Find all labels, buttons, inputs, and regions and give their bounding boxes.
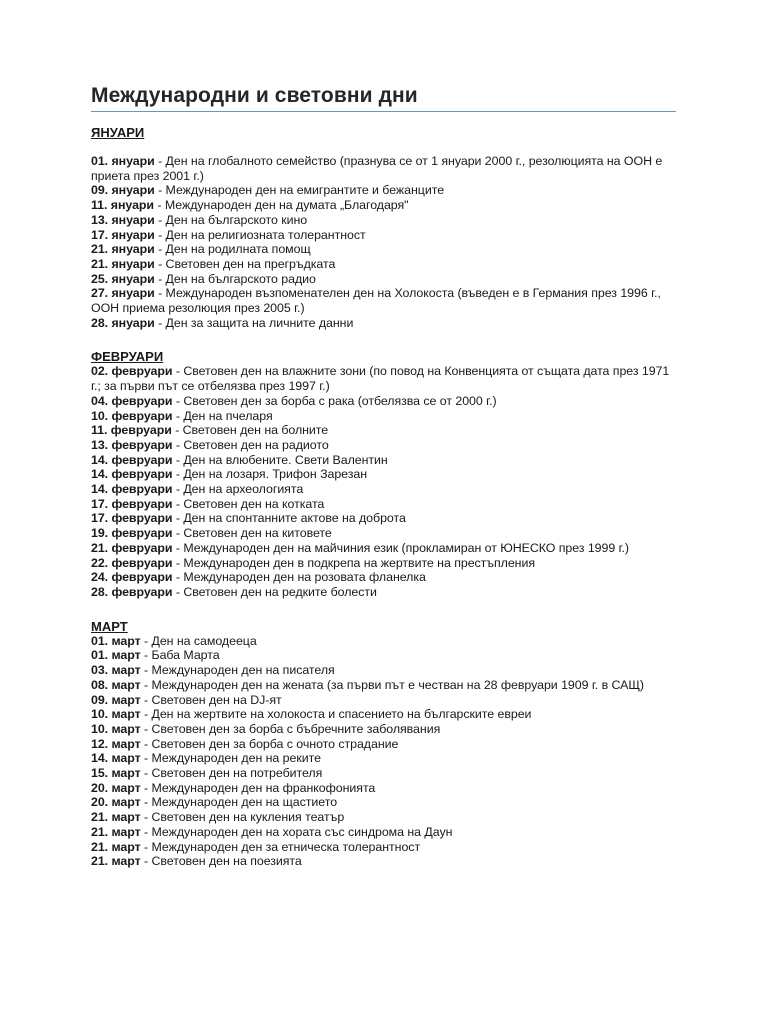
entry-date: 25. януари — [91, 271, 155, 286]
entry-description: - Международен ден за етническа толерантност — [140, 839, 421, 854]
entry-description: - Ден на жертвите на холокоста и спасението на българските евреи — [140, 707, 532, 722]
day-list — [91, 154, 676, 330]
entry-date: 21. януари — [91, 256, 155, 271]
entry-description: - Световен ден на потребителя — [140, 766, 323, 781]
entry-description: - Световен ден на редките болести — [172, 584, 377, 599]
list-item — [91, 678, 679, 693]
entry-description: - Ден за защита на личните данни — [154, 315, 354, 330]
list-item — [91, 394, 679, 409]
day-list — [91, 364, 676, 599]
list-item — [91, 663, 679, 678]
entry-description: - Ден на влюбените. Свети Валентин — [172, 452, 388, 467]
entry-description: - Международен ден на жената (за първи път е честван на 28 февруари 1909 г. в САЩ) — [140, 677, 644, 692]
entry-date: 04. февруари — [91, 393, 173, 408]
entry-description: - Международен възпоменателен ден на Холокоста (въведен е в Германия през 1996 г., ООН приема резолюция през 2005 г.) — [91, 286, 661, 316]
list-item — [91, 722, 679, 737]
spacer — [91, 140, 676, 154]
entry-date: 19. февруари — [91, 526, 173, 541]
list-item — [91, 840, 679, 855]
list-item — [91, 423, 679, 438]
month-section-january — [91, 125, 676, 330]
entry-date: 13. януари — [91, 212, 155, 227]
list-item — [91, 409, 679, 424]
list-item — [91, 541, 679, 556]
entry-description: - Ден на лозаря. Трифон Зарезан — [172, 467, 368, 482]
list-item — [91, 257, 679, 272]
entry-description: - Световен ден на прегръдката — [154, 256, 336, 271]
list-item — [91, 482, 679, 497]
entry-description: - Ден на пчеларя — [172, 408, 273, 423]
list-item — [91, 693, 679, 708]
list-item — [91, 364, 679, 393]
entry-description: - Ден на спонтанните актове на доброта — [172, 511, 406, 526]
entry-description: - Световен ден на котката — [172, 496, 325, 511]
list-item — [91, 198, 679, 213]
month-sections — [91, 125, 676, 869]
list-item — [91, 648, 679, 663]
entry-date: 13. февруари — [91, 437, 173, 452]
entry-description: - Световен ден на DJ-ят — [140, 692, 282, 707]
list-item — [91, 183, 679, 198]
entry-date: 11. януари — [91, 198, 155, 213]
list-item — [91, 228, 679, 243]
entry-date: 20. март — [91, 780, 141, 795]
entry-date: 21. март — [91, 839, 141, 854]
entry-date: 28. януари — [91, 315, 155, 330]
list-item — [91, 810, 679, 825]
entry-description: - Ден на глобалното семейство (празнува се от 1 януари 2000 г., резолюцията на ООН е приета през 2001 г.) — [91, 154, 663, 183]
entry-date: 03. март — [91, 663, 141, 678]
entry-date: 09. март — [91, 692, 141, 707]
month-heading: МАРТ — [91, 618, 128, 634]
entry-description: - Международен ден на майчиния език (прокламиран от ЮНЕСКО през 1999 г.) — [172, 540, 630, 555]
entry-description: - Ден на българското кино — [154, 212, 308, 227]
list-item — [91, 585, 679, 600]
entry-description: - Световен ден на китовете — [172, 526, 332, 541]
month-heading: ЯНУАРИ — [91, 125, 145, 140]
entry-date: 14. февруари — [91, 467, 173, 482]
entry-date: 22. февруари — [91, 555, 173, 570]
entry-description: - Световен ден на болните — [171, 423, 329, 438]
entry-description: - Международен ден на щастието — [140, 795, 338, 810]
month-section-march — [91, 619, 676, 869]
list-item — [91, 570, 679, 585]
list-item — [91, 854, 679, 869]
entry-date: 09. януари — [91, 183, 155, 198]
month-section-february — [91, 349, 676, 599]
entry-description: - Международен ден в подкрепа на жертвите на престъпления — [172, 555, 536, 570]
entry-description: - Международен ден на реките — [140, 751, 321, 766]
entry-date: 27. януари — [91, 286, 155, 301]
entry-date: 01. януари — [91, 154, 155, 168]
entry-description: - Международен ден на франкофонията — [140, 780, 376, 795]
list-item — [91, 751, 679, 766]
entry-date: 21. януари — [91, 242, 155, 257]
list-item — [91, 781, 679, 796]
entry-date: 15. март — [91, 766, 141, 781]
entry-description: - Световен ден на радиото — [172, 437, 329, 452]
entry-date: 01. март — [91, 648, 141, 663]
entry-description: - Ден на българското радио — [154, 271, 316, 286]
entry-description: - Световен ден за борба с рака (отбелязва се от 2000 г.) — [172, 393, 497, 408]
entry-description: - Световен ден за борба с бъбречните заболявания — [140, 721, 441, 736]
entry-date: 10. март — [91, 707, 141, 722]
entry-description: - Баба Марта — [140, 648, 220, 663]
list-item — [91, 453, 679, 468]
entry-date: 14. февруари — [91, 452, 173, 467]
entry-description: - Международен ден на емигрантите и бежанците — [154, 183, 445, 198]
entry-description: - Международен ден на розовата фланелка — [172, 570, 426, 585]
entry-date: 24. февруари — [91, 570, 173, 585]
entry-date: 08. март — [91, 677, 141, 692]
entry-description: - Международен ден на хората със синдрома на Даун — [140, 824, 453, 839]
list-item — [91, 511, 679, 526]
entry-date: 21. февруари — [91, 540, 173, 555]
entry-description: - Ден на родилната помощ — [154, 242, 311, 257]
list-item — [91, 707, 679, 722]
entry-date: 21. март — [91, 824, 141, 839]
entry-description: - Международен ден на думата „Благодаря" — [154, 198, 409, 213]
month-heading: ФЕВРУАРИ — [91, 349, 164, 365]
entry-date: 10. март — [91, 721, 141, 736]
list-item — [91, 766, 679, 781]
entry-date: 17. януари — [91, 227, 155, 242]
list-item — [91, 272, 679, 287]
entry-date: 11. февруари — [91, 423, 172, 438]
entry-description: - Ден на археологията — [172, 482, 304, 497]
day-list — [91, 634, 676, 869]
entry-description: - Световен ден на кукления театър — [140, 810, 345, 825]
list-item — [91, 795, 679, 810]
entry-description: - Международен ден на писателя — [140, 663, 335, 678]
list-item — [91, 497, 679, 512]
entry-date: 28. февруари — [91, 584, 173, 599]
list-item — [91, 286, 679, 315]
list-item — [91, 825, 679, 840]
list-item — [91, 634, 679, 649]
list-item — [91, 438, 679, 453]
entry-date: 01. март — [91, 633, 141, 648]
entry-date: 10. февруари — [91, 408, 173, 423]
list-item — [91, 526, 679, 541]
entry-date: 17. февруари — [91, 511, 173, 526]
entry-description: - Ден на самодееца — [140, 633, 257, 648]
list-item — [91, 467, 679, 482]
entry-date: 02. февруари — [91, 364, 173, 379]
entry-date: 14. февруари — [91, 482, 173, 497]
page-title: Международни и световни дни — [91, 84, 676, 112]
entry-date: 21. март — [91, 810, 141, 825]
list-item — [91, 316, 679, 331]
entry-description: - Ден на религиозната толерантност — [154, 227, 366, 242]
entry-date: 17. февруари — [91, 496, 173, 511]
list-item — [91, 154, 679, 183]
entry-date: 21. март — [91, 854, 141, 869]
list-item — [91, 737, 679, 752]
entry-date: 20. март — [91, 795, 141, 810]
list-item — [91, 242, 679, 257]
entry-description: - Световен ден на влажните зони (по повод на Конвенцията от същата дата през 1971 г.; за първи път се отбелязва през 1997 г.) — [91, 364, 670, 394]
entry-date: 12. март — [91, 736, 141, 751]
list-item — [91, 556, 679, 571]
entry-date: 14. март — [91, 751, 141, 766]
entry-description: - Световен ден за борба с очното страдание — [140, 736, 399, 751]
entry-description: - Световен ден на поезията — [140, 854, 302, 869]
list-item — [91, 213, 679, 228]
